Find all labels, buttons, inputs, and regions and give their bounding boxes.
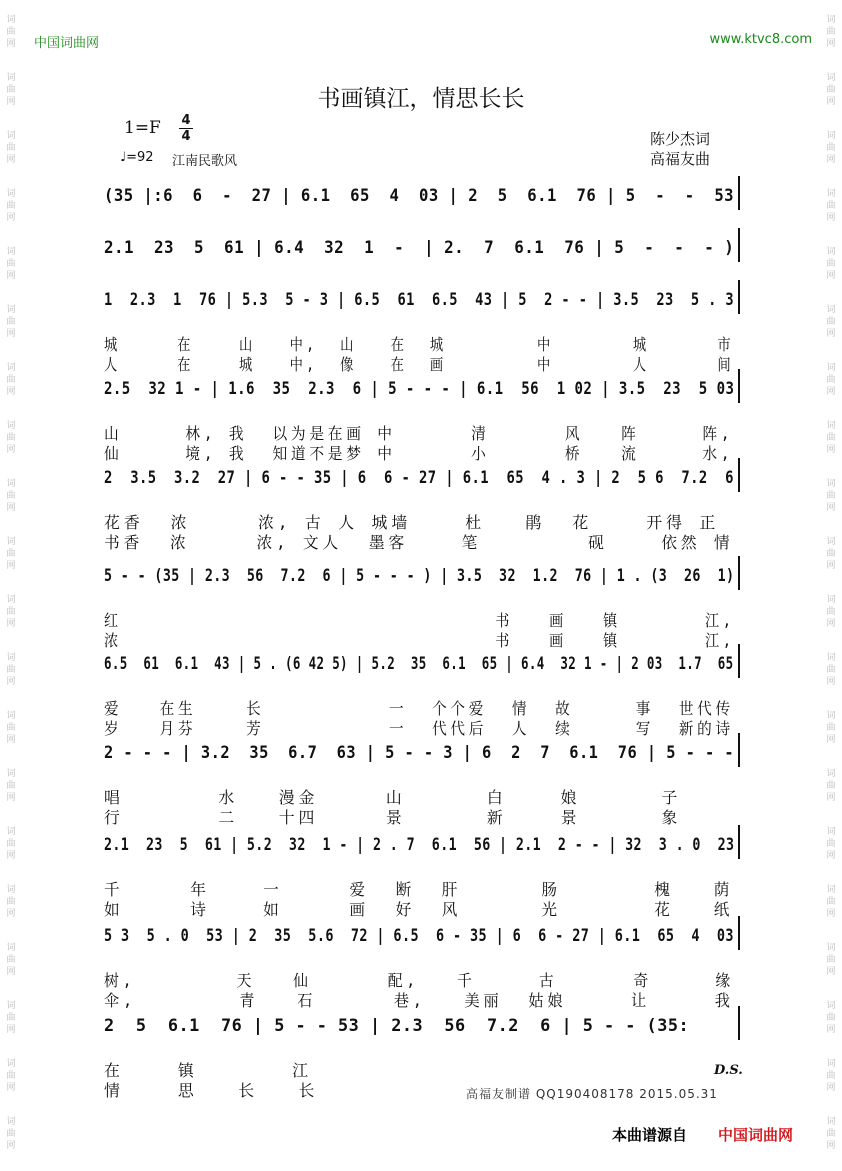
watermark-text: 词 曲 网 [6,189,16,223]
lyric-verse-2: 行 二 十四 景 新 景 象 [104,808,682,827]
score-row [104,829,740,919]
time-signature-bottom: 4 [181,129,191,144]
watermark-text: 词 曲 网 [826,421,836,455]
lyric-verse-1: 树, 天 仙 配, 千 古 奇 缘 [104,971,734,990]
notation-line: 2 5 6.1 76 | 5 - - 53 | 2.3 56 7.2 6 | 5 - - (35: [104,1016,690,1036]
notation-line: 5 - - (35 | 2.3 56 7.2 6 | 5 - - - ) | 3.5 32 1.2 76 | 1 . (3 26 1) [104,566,735,586]
watermark-text: 词 曲 网 [6,595,16,629]
left-watermark-strip [2,0,20,1171]
barline [738,228,740,262]
lyric-verse-1: 唱 水 漫金 山 白 娘 子 [104,788,682,807]
time-signature [179,114,193,143]
barline [738,280,740,314]
tempo-marking: ♩=92 [120,150,154,165]
watermark-text: 词 曲 网 [826,189,836,223]
watermark-text: 词 曲 网 [6,885,16,919]
watermark-text: 词 曲 网 [826,537,836,571]
score-row [104,373,740,463]
watermark-text: 词 曲 网 [826,769,836,803]
notation-line: 1 2.3 1 76 | 5.3 5 - 3 | 6.5 61 6.5 43 | 5 2 - - | 3.5 23 5 . 3 [104,290,735,310]
lyric-verse-1: 城 在 山 中, 山 在 城 中 城 市 [104,335,734,354]
source-site-link[interactable]: 中国词曲网 [718,1126,794,1144]
watermark-text: 词 曲 网 [6,305,16,339]
barline [738,458,740,492]
dal-segno-mark: D.S. [714,1063,743,1078]
lyric-verse-2: 伞, 青 石 巷, 美丽 姑娘 让 我 [104,991,734,1010]
barline [738,916,740,950]
notation-line: (35 |:6 6 - 27 | 6.1 65 4 03 | 2 5 6.1 76 | 5 - - 53 [104,186,735,206]
time-signature-top: 4 [181,113,191,128]
score-row [104,920,740,1010]
watermark-text: 词 曲 网 [6,1001,16,1035]
barline [738,369,740,403]
source-prefix: 本曲谱源自 [612,1126,688,1144]
watermark-text: 词 曲 网 [826,653,836,687]
lyric-verse-2: 如 诗 如 画 好 风 光 花 纸 [104,900,734,919]
notation-line: 5 3 5 . 0 53 | 2 35 5.6 72 | 6.5 6 - 35 | 6 6 - 27 | 6.1 65 4 03 [104,926,734,946]
notation-line: 2.1 23 5 61 | 5.2 32 1 - | 2 . 7 6.1 56 | 2.1 2 - - | 32 3 . 0 23 [104,835,735,855]
watermark-text: 词 曲 网 [826,595,836,629]
lyric-verse-2: 岁 月芬 芳 一 代代后 人 续 写 新的诗 [104,719,734,738]
key-signature: 1=F [124,118,161,138]
notation-line: 6.5 61 6.1 43 | 5 . (6 42 5) | 5.2 35 6.1 65 | 6.4 32 1 - | 2 03 1.7 65 [104,654,734,674]
watermark-text: 词 曲 网 [6,421,16,455]
watermark-text: 词 曲 网 [826,247,836,281]
lyric-verse-2: 浓 书 画 镇 江, [104,631,735,650]
watermark-text: 词 曲 网 [826,827,836,861]
watermark-text: 词 曲 网 [6,1117,16,1151]
watermark-text: 词 曲 网 [6,247,16,281]
lyric-verse-2: 仙 境, 我 知道不是梦 中 小 桥 流 水, [104,444,734,463]
watermark-text: 词 曲 网 [6,1059,16,1093]
barline [738,825,740,859]
lyric-verse-2: 书香 浓 浓, 文人 墨客 笔 砚 依然 情 [104,533,734,552]
watermark-text: 词 曲 网 [826,885,836,919]
lyric-verse-1: 山 林, 我 以为是在画 中 清 风 阵 阵, [104,424,734,443]
watermark-text: 词 曲 网 [6,131,16,165]
lyric-verse-2: 人 在 城 中, 像 在 画 中 人 间 [104,355,734,374]
watermark-text: 词 曲 网 [826,305,836,339]
notation-line: 2 3.5 3.2 27 | 6 - - 35 | 6 6 - 27 | 6.1 65 4 . 3 | 2 5 6 7.2 6 [104,468,734,488]
watermark-text: 词 曲 网 [826,479,836,513]
watermark-text: 词 曲 网 [826,711,836,745]
barline [738,1006,740,1040]
barline [738,644,740,678]
score-row [104,462,740,552]
watermark-text: 词 曲 网 [826,1117,836,1151]
watermark-text: 词 曲 网 [826,363,836,397]
watermark-text: 词 曲 网 [6,769,16,803]
watermark-text: 词 曲 网 [6,363,16,397]
site-name-top-left[interactable]: 中国词曲网 [34,36,100,51]
notation-line: 2.5 32 1 - | 1.6 35 2.3 6 | 5 - - - | 6.1 56 1 02 | 3.5 23 5 03 [104,379,735,399]
watermark-text: 词 曲 网 [826,131,836,165]
score-row [104,284,740,374]
barline [738,176,740,210]
song-title: 书画镇江，情思长长 [317,86,525,112]
lyric-verse-1: 爱 在生 长 一 个个爱 情 故 事 世代传 [104,699,734,718]
watermark-text: 词 曲 网 [826,1001,836,1035]
watermark-text: 词 曲 网 [6,711,16,745]
watermark-text: 词 曲 网 [6,653,16,687]
watermark-text: 词 曲 网 [826,1059,836,1093]
right-watermark-strip [822,0,840,1171]
watermark-text: 词 曲 网 [6,73,16,107]
lyricist-credit: 陈少杰词 [650,130,711,148]
watermark-text: 词 曲 网 [826,943,836,977]
notation-line: 2.1 23 5 61 | 6.4 32 1 - | 2. 7 6.1 76 | 5 - - - ) [104,238,735,258]
composer-credit: 高福友曲 [650,150,711,168]
watermark-text: 词 曲 网 [6,15,16,49]
watermark-text: 词 曲 网 [6,943,16,977]
site-url-top-right[interactable]: www.ktvc8.com [709,32,812,47]
watermark-text: 词 曲 网 [6,479,16,513]
watermark-text: 词 曲 网 [826,73,836,107]
watermark-text: 词 曲 网 [826,15,836,49]
lyric-verse-1: 红 书 画 镇 江, [104,611,735,630]
barline [738,733,740,767]
lyric-verse-2: 情 思 长 长 [104,1081,319,1100]
barline [738,556,740,590]
notation-line: 2 - - - | 3.2 35 6.7 63 | 5 - - 3 | 6 2 7 6.1 76 | 5 - - - [104,743,735,763]
style-label: 江南民歌风 [172,154,238,169]
watermark-text: 词 曲 网 [6,827,16,861]
score-row [104,737,740,827]
lyric-verse-1: 在 镇 江 [104,1061,313,1080]
score-row [104,560,740,650]
lyric-verse-1: 花香 浓 浓, 古 人 城墙 杜 鹃 花 开得 正 [104,513,720,532]
transcriber-note: 高福友制谱 QQ190408178 2015.05.31 [466,1087,718,1101]
lyric-verse-1: 千 年 一 爱 断 肝 肠 槐 荫 [104,880,734,899]
score-row [104,648,740,738]
watermark-text: 词 曲 网 [6,537,16,571]
